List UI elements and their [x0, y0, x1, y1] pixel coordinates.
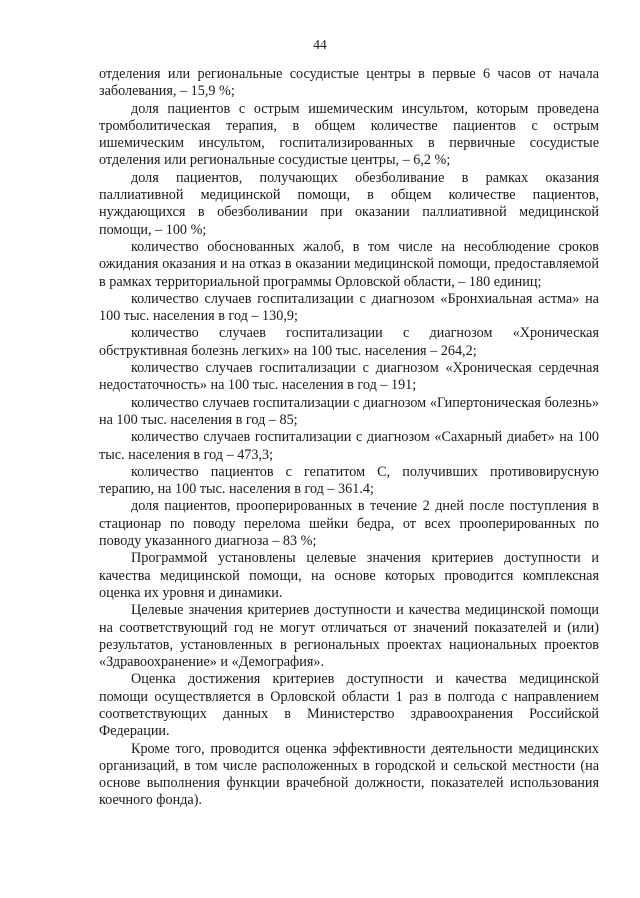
paragraph: Оценка достижения критериев доступности и качества медицинской помощи осуществляется в Орловской области 1 раз в полгода с направлением соответствующих данных в Министерство здравоохранения Российской Федерации. — [99, 671, 599, 740]
paragraph: Кроме того, проводится оценка эффективности деятельности медицинских организаций, в том числе расположенных в городской и сельской местности (на основе выполнения функции врачебной должности, показателей использования коечного фонда). — [99, 740, 599, 809]
paragraph: доля пациентов с острым ишемическим инсультом, которым проведена тромболитическая терапия, в общем количестве пациентов с острым ишемическим инсультом, госпитализированных в первичные сосудистые отделения или региональные сосудистые центры, – 6,2 %; — [99, 100, 599, 169]
paragraph: количество случаев госпитализации с диагнозом «Хроническая сердечная недостаточность» на 100 тыс. населения в год – 191; — [99, 360, 599, 394]
page-number: 44 — [313, 37, 327, 52]
document-body — [99, 66, 599, 810]
paragraph: количество случаев госпитализации с диагнозом «Гипертоническая болезнь» на 100 тыс. населения в год – 85; — [99, 394, 599, 428]
paragraph: количество пациентов с гепатитом С, получивших противовирусную терапию, на 100 тыс. населения в год – 361.4; — [99, 463, 599, 498]
paragraph: количество обоснованных жалоб, в том числе на несоблюдение сроков ожидания оказания и на отказ в оказании медицинской помощи, предоставляемой в рамках территориальной программы Орловской области, – 180 единиц; — [99, 238, 599, 290]
paragraph: доля пациентов, прооперированных в течение 2 дней после поступления в стационар по поводу перелома шейки бедра, от всех прооперированных по поводу указанного диагноза – 83 %; — [99, 498, 599, 550]
paragraph: Целевые значения критериев доступности и качества медицинской помощи на соответствующий год не могут отличаться от значений показателей и (или) результатов, установленных в региональных проектах национальных проектов «Здравоохранение» и «Демография». — [99, 602, 599, 671]
paragraph: количество случаев госпитализации с диагнозом «Бронхиальная астма» на 100 тыс. населения в год – 130,9; — [99, 290, 599, 325]
paragraph: количество случаев госпитализации с диагнозом «Хроническая обструктивная болезнь легких» на 100 тыс. населения – 264,2; — [99, 325, 599, 359]
paragraph: доля пациентов, получающих обезболивание в рамках оказания паллиативной медицинской помощи, в общем количестве пациентов, нуждающихся в обезболивании при оказании паллиативной медицинской помощи, – 100 %; — [99, 169, 599, 238]
paragraph: количество случаев госпитализации с диагнозом «Сахарный диабет» на 100 тыс. населения в год – 473,3; — [99, 429, 599, 463]
paragraph: отделения или региональные сосудистые центры в первые 6 часов от начала заболевания, – 15,9 %; — [99, 66, 599, 100]
paragraph: Программой установлены целевые значения критериев доступности и качества медицинской помощи, на основе которых проводится комплексная оценка их уровня и динамики. — [99, 550, 599, 601]
